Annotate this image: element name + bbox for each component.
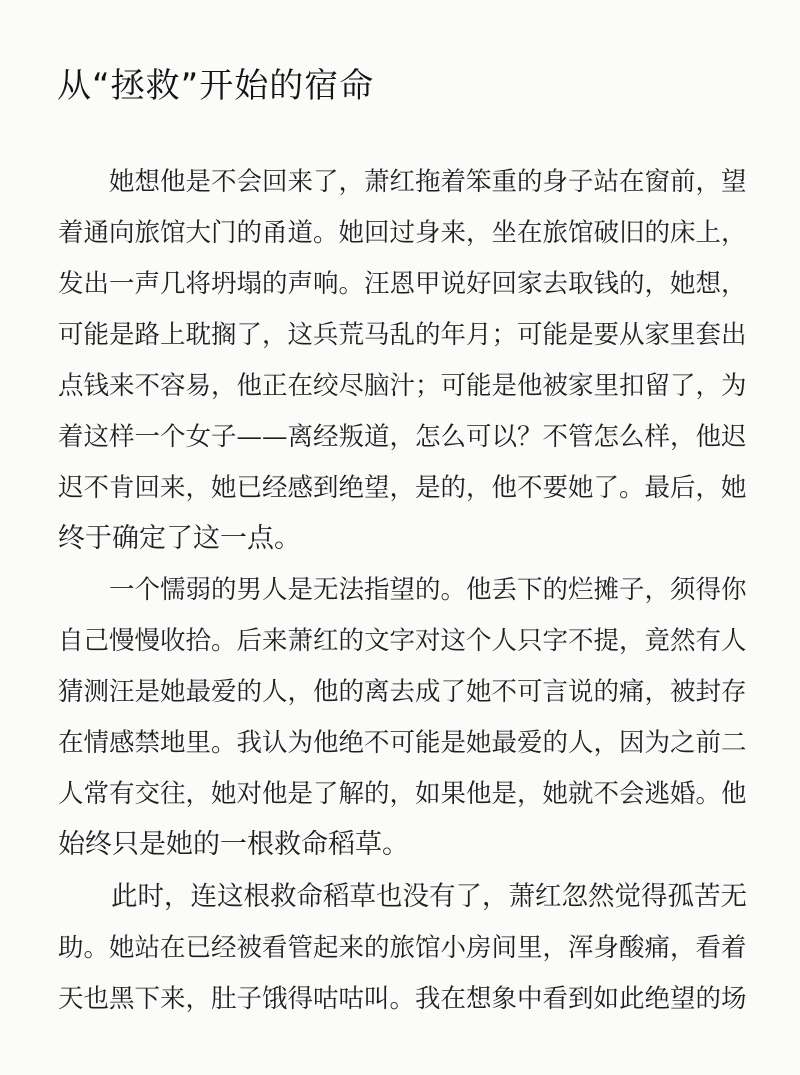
text-line: 一个懦弱的男人是无法指望的。他丢下的烂摊子，须得你 — [58, 575, 747, 605]
text-line: 着通向旅馆大门的甬道。她回过身来，坐在旅馆破旧的床上， — [58, 218, 747, 248]
text-line: 自己慢慢收拾。后来萧红的文字对这个人只字不提，竟然有人 — [58, 626, 747, 656]
text-line: 始终只是她的一根救命稻草。 — [58, 829, 409, 860]
text-line: 在情感禁地里。我认为他绝不可能是她最爱的人，因为之前二 — [58, 728, 747, 758]
text-line: 发出一声几将坍塌的声响。汪恩甲说好回家去取钱的，她想， — [58, 269, 747, 299]
text-line: 此时，连这根救命稻草也没有了，萧红忽然觉得孤苦无 — [58, 881, 747, 912]
text-line: 人常有交往，她对他是了解的，如果他是，她就不会逃婚。他 — [58, 779, 747, 809]
text-line: 着这样一个女子——离经叛道，怎么可以？不管怎么样，他迟 — [58, 422, 747, 452]
text-line: 她想他是不会回来了，萧红拖着笨重的身子站在窗前，望 — [58, 167, 747, 197]
chapter-title: 从“拯救”开始的宿命 — [57, 66, 375, 106]
text-line: 点钱来不容易，他正在绞尽脑汁；可能是他被家里扣留了，为 — [58, 371, 747, 401]
text-line: 猜测汪是她最爱的人，他的离去成了她不可言说的痛，被封存 — [58, 677, 747, 707]
text-line: 终于确定了这一点。 — [58, 523, 301, 554]
text-line: 迟不肯回来，她已经感到绝望，是的，他不要她了。最后，她 — [58, 473, 747, 503]
text-line: 助。她站在已经被看管起来的旅馆小房间里，浑身酸痛，看着 — [58, 933, 747, 963]
text-line: 可能是路上耽搁了，这兵荒马乱的年月；可能是要从家里套出 — [58, 320, 747, 350]
text-line: 天也黑下来，肚子饿得咕咕叫。我在想象中看到如此绝望的场 — [58, 984, 747, 1014]
